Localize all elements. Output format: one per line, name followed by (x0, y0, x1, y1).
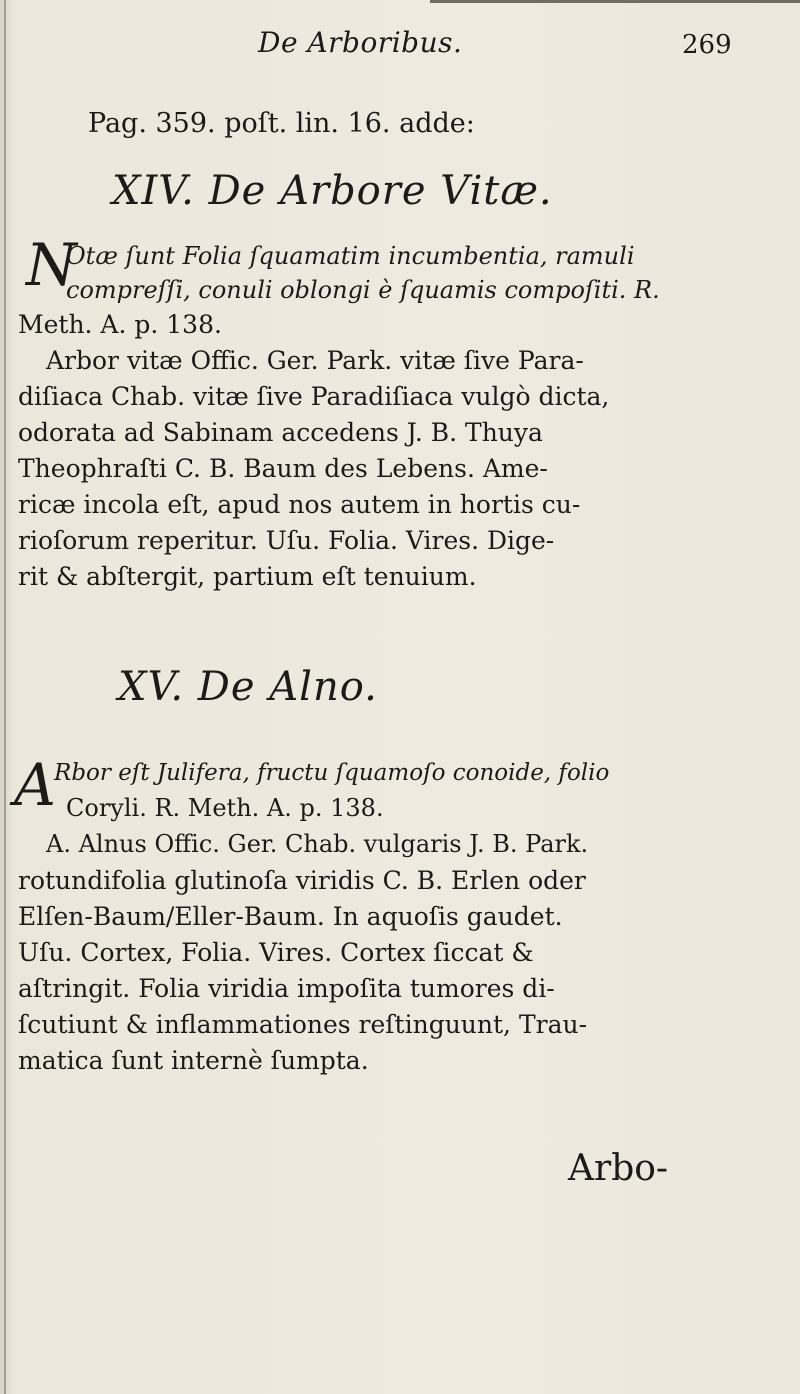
text-line: rotundifolia glutinoſa viridis C. B. Erlen oder (18, 866, 586, 895)
text-line: Elſen-Baum/Eller-Baum. In aquoſis gaudet. (18, 902, 563, 931)
drop-cap-a: A (14, 751, 56, 819)
text-line: Arbor vitæ Offic. Ger. Park. vitæ ſive Para- (46, 346, 584, 375)
page-number: 269 (682, 30, 732, 60)
section-heading-xv: XV. De Alno. (118, 664, 378, 710)
text-line: rioſorum reperitur. Uſu. Folia. Vires. Dige- (18, 526, 555, 555)
text-line: odorata ad Sabinam accedens J. B. Thuya (18, 418, 543, 447)
text-line: ſcutiunt & inflammationes reſtinguunt, Trau- (18, 1010, 588, 1039)
page-header (0, 26, 800, 66)
text-line: ricæ incola eſt, apud nos autem in hortis cu- (18, 490, 581, 519)
text-line: Otæ ſunt Folia ſquamatim incumbentia, ramuli (66, 242, 635, 270)
text-line: Coryli. R. Meth. A. p. 138. (66, 794, 384, 822)
drop-cap-n: N (26, 231, 77, 299)
addendum-note: Pag. 359. poſt. lin. 16. adde: (88, 108, 475, 139)
gutter-shadow (4, 0, 6, 1394)
text-line: compreſſi, conuli oblongi è ſquamis compoſiti. R. (66, 276, 660, 304)
page-edge (430, 0, 800, 3)
text-line: Theophraſti C. B. Baum des Lebens. Ame- (18, 454, 548, 483)
text-line: aſtringit. Folia viridia impoſita tumores di- (18, 974, 555, 1003)
text-line: Meth. A. p. 138. (18, 310, 222, 339)
text-line: Uſu. Cortex, Folia. Vires. Cortex ſiccat & (18, 938, 534, 967)
text-line: matica ſunt internè ſumpta. (18, 1046, 369, 1075)
text-line: diſiaca Chab. vitæ ſive Paradiſiaca vulgò dicta, (18, 382, 610, 411)
text-line: rit & abſtergit, partium eſt tenuium. (18, 562, 477, 591)
catchword: Arbo- (568, 1148, 669, 1189)
text-line: Rbor eſt Julifera, fructu ſquamoſo conoide, folio (54, 760, 610, 786)
text-line: A. Alnus Offic. Ger. Chab. vulgaris J. B. Park. (46, 830, 589, 858)
section-heading-xiv: XIV. De Arbore Vitæ. (112, 168, 553, 214)
running-title: De Arboribus. (258, 26, 463, 59)
